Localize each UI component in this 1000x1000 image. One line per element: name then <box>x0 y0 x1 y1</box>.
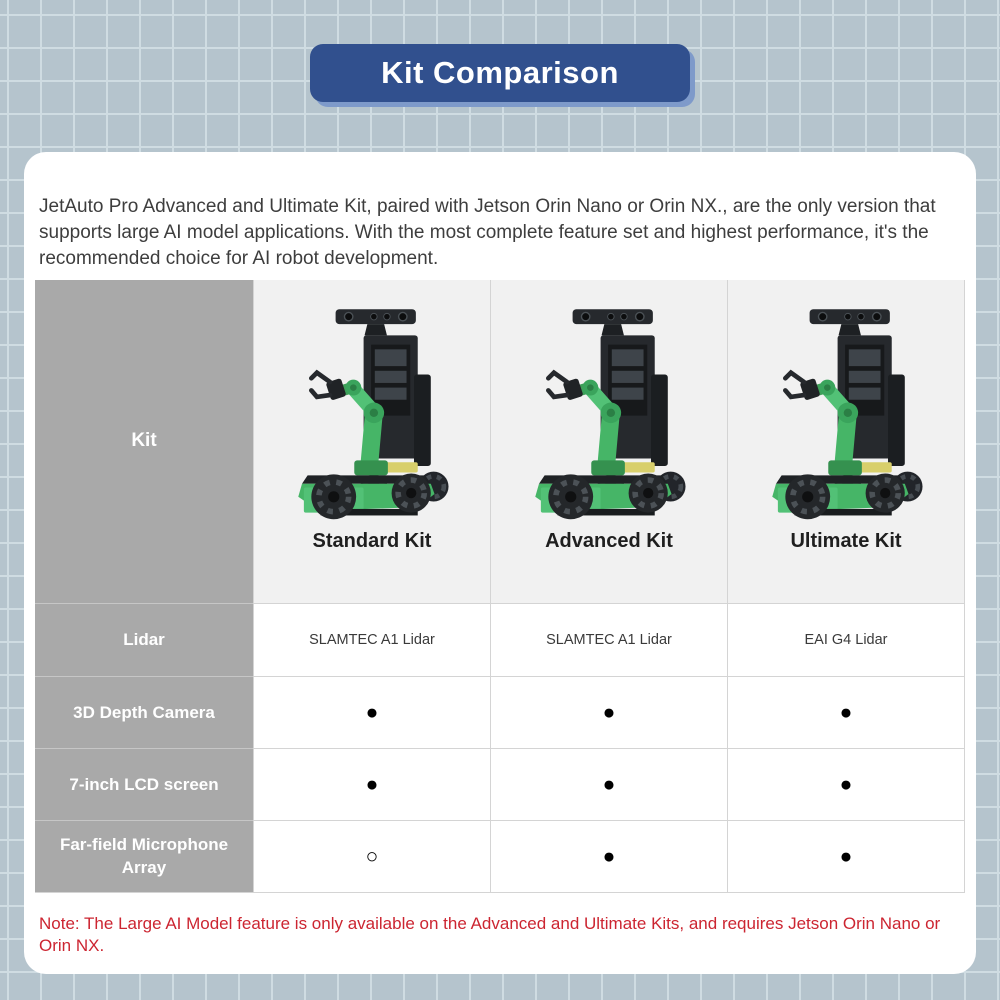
kit-column-advanced <box>490 280 727 603</box>
cell-lidar-advanced: SLAMTEC A1 Lidar <box>490 603 727 676</box>
robot-image-standard <box>283 298 461 522</box>
kit-column-standard <box>253 280 490 603</box>
robot-image-ultimate <box>757 298 935 522</box>
cell-depth-camera-advanced: ● <box>490 676 727 748</box>
row-label-3d-depth-camera: 3D Depth Camera <box>35 676 253 748</box>
title-banner-row <box>0 0 1000 102</box>
row-label-lcd-screen: 7-inch LCD screen <box>35 748 253 820</box>
kit-name-standard: Standard Kit <box>312 530 432 553</box>
kit-comparison-table <box>35 280 965 893</box>
page-title: Kit Comparison <box>310 44 690 102</box>
kit-column-ultimate <box>727 280 964 603</box>
row-label-lidar: Lidar <box>35 603 253 676</box>
cell-lidar-ultimate: EAI G4 Lidar <box>727 603 964 676</box>
row-label-microphone-array: Far-field Microphone Array <box>35 820 253 892</box>
cell-mic-ultimate: ● <box>727 820 964 892</box>
cell-mic-advanced: ● <box>490 820 727 892</box>
kit-name-advanced: Advanced Kit <box>545 530 673 553</box>
content-card <box>24 152 976 974</box>
cell-lcd-advanced: ● <box>490 748 727 820</box>
robot-image-advanced <box>520 298 698 522</box>
row-header-kit: Kit <box>35 280 253 603</box>
kit-name-ultimate: Ultimate Kit <box>790 530 902 553</box>
cell-lcd-ultimate: ● <box>727 748 964 820</box>
intro-paragraph: JetAuto Pro Advanced and Ultimate Kit, paired with Jetson Orin Nano or Orin NX., are the only version that supports large AI model applications. With the most complete feature set and highest performance, it's the recommended choice for AI robot development. <box>39 196 936 270</box>
note-text: Note: The Large AI Model feature is only available on the Advanced and Ultimate Kits, and requires Jetson Orin Nano or Orin NX. <box>39 914 941 956</box>
cell-depth-camera-standard: ● <box>253 676 490 748</box>
cell-lidar-standard: SLAMTEC A1 Lidar <box>253 603 490 676</box>
cell-lcd-standard: ● <box>253 748 490 820</box>
cell-mic-standard: ○ <box>253 820 490 892</box>
cell-depth-camera-ultimate: ● <box>727 676 964 748</box>
